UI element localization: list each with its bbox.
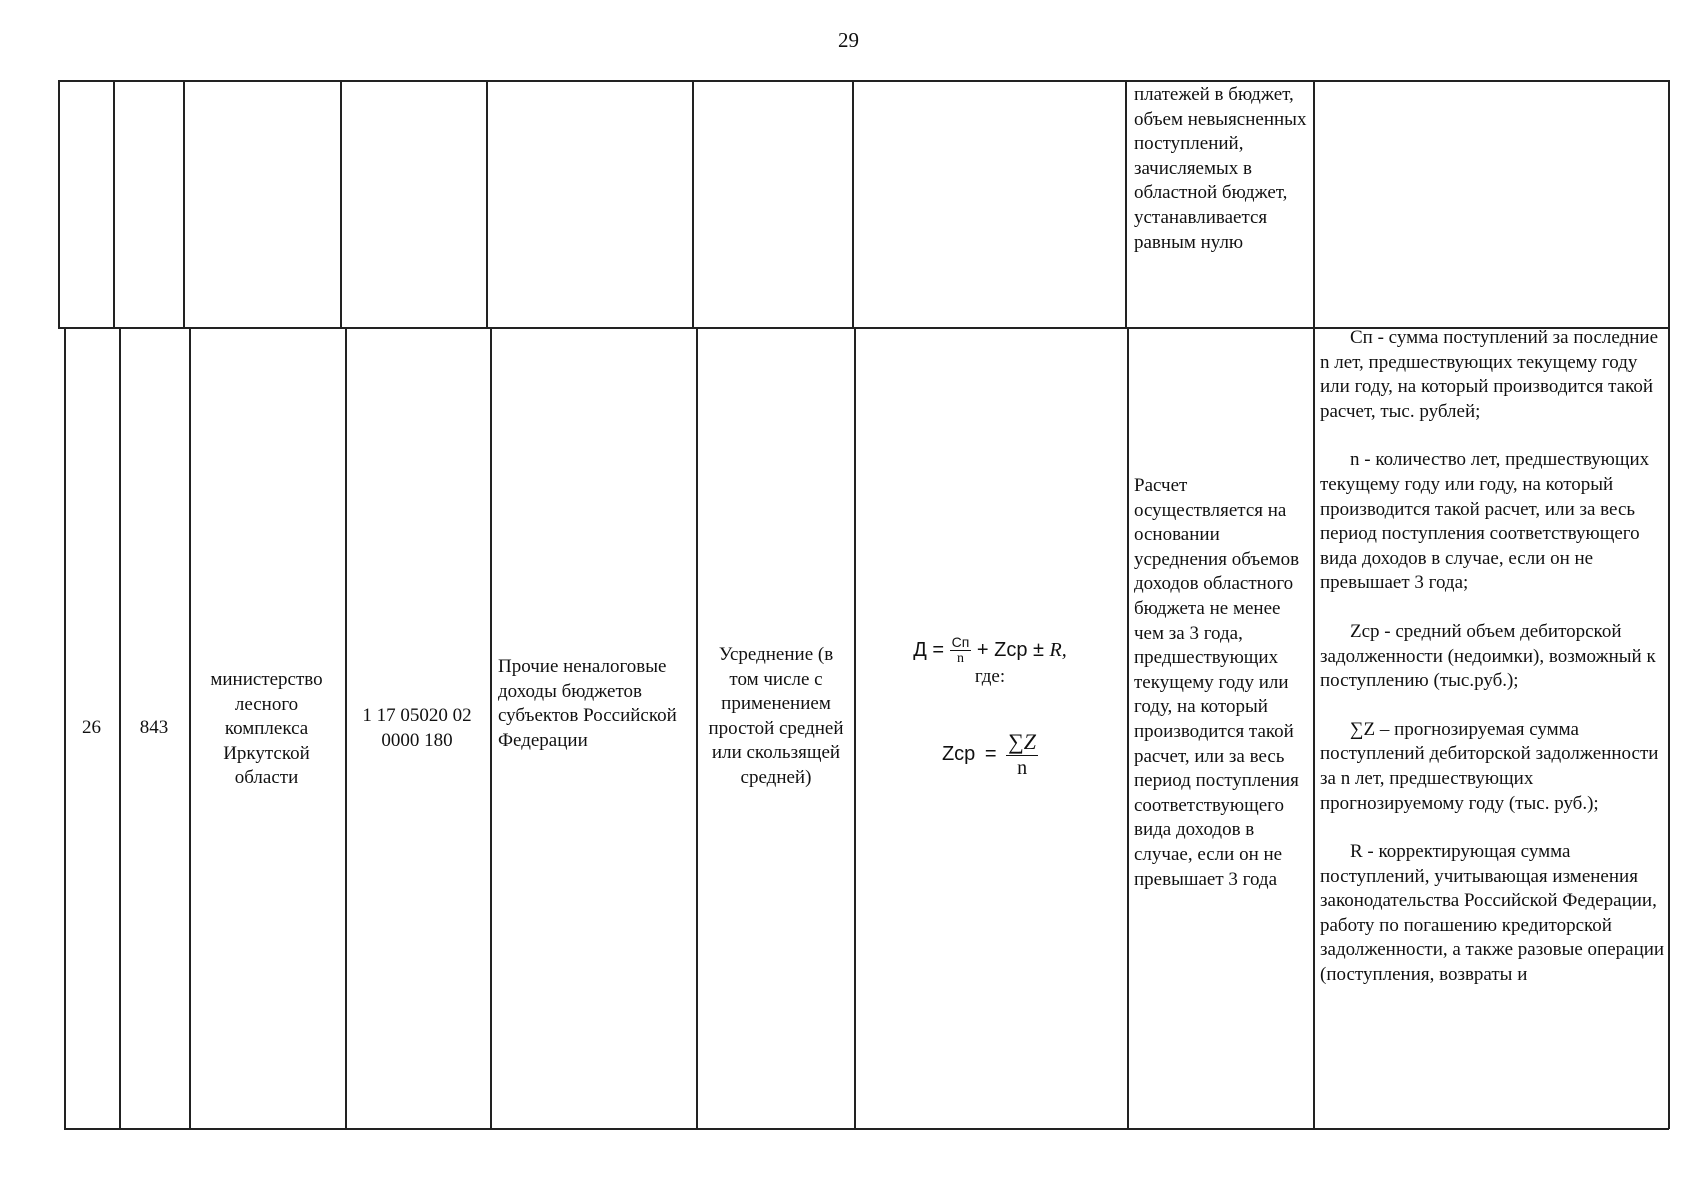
page-number: 29 — [838, 28, 859, 52]
formula-main — [856, 634, 1124, 667]
zcp-fraction — [1006, 729, 1038, 780]
administrator-cell — [195, 668, 338, 791]
admin-code: 843 — [139, 717, 169, 738]
col-border — [852, 80, 854, 328]
col-border — [1127, 327, 1129, 1129]
continued-basis-cell — [1134, 83, 1312, 255]
note-cp: Cп - сумма поступлений за последние n лет, предшествующих текущему году или году, на который производится такой расчет, тыс. рублей; — [1320, 327, 1659, 422]
kbk-cell — [352, 704, 482, 753]
zcp-fraction-num: ∑Z — [1008, 729, 1037, 755]
method-text: Усреднение (в том числе с применением простой средней или скользящей средней) — [708, 644, 844, 788]
col-border — [1668, 80, 1670, 1129]
formula-comma: , — [1061, 639, 1067, 661]
formula-lhs: Д = — [913, 639, 945, 661]
zcp-eq: = — [984, 743, 997, 765]
row-number: 26 — [82, 717, 101, 738]
col-border — [58, 80, 60, 328]
col-border — [345, 327, 347, 1129]
col-border — [340, 80, 342, 328]
col-border — [490, 327, 492, 1129]
kbk-code: 1 17 05020 02 0000 180 — [362, 705, 472, 751]
formula-fraction — [950, 634, 972, 667]
col-border — [1313, 80, 1315, 1129]
admin-code-cell — [119, 716, 189, 741]
income-name-cell — [498, 655, 690, 753]
method-cell — [704, 643, 848, 791]
table-bottom-border — [64, 1128, 1669, 1130]
formula-zcp — [856, 729, 1124, 780]
basis-cell — [1134, 474, 1312, 892]
note-n: n - количество лет, предшествующих текущему году или году, на который производится такой расчет, или за весь период поступления соответствующего вида доходов в случае, если он не превышает 3 года; — [1320, 449, 1650, 594]
formula-cell — [856, 634, 1124, 780]
zcp-fraction-den: n — [1017, 757, 1028, 780]
formula-where: где: — [974, 666, 1006, 688]
income-name: Прочие неналоговые доходы бюджетов субъектов Российской Федерации — [498, 656, 677, 751]
col-border — [113, 80, 115, 328]
note-zcp: Zср - средний объем дебиторской задолженности (недоимки), возможный к поступлению (тыс.руб.); — [1320, 620, 1656, 692]
col-border — [183, 80, 185, 328]
row-number-cell — [64, 716, 119, 741]
zcp-label: Zср — [941, 743, 976, 765]
formula-fraction-den: n — [956, 651, 964, 667]
notes-cell — [1320, 326, 1666, 988]
col-border — [486, 80, 488, 328]
basis-text: Расчет осуществляется на основании усреднения объемов доходов областного бюджета не менее чем за 3 года, предшествующих текущему году или году, на который производится такой расчет, или за весь период поступления соответствующего вида доходов в случае, если он не превышает 3 года — [1134, 475, 1300, 890]
note-r: R - корректирующая сумма поступлений, учитывающая изменения законодательства Российской Федерации, работу по погашению кредиторской задолженности, а также разовые операции (поступления, возвраты и — [1320, 841, 1665, 986]
col-border — [189, 327, 191, 1129]
formula-fraction-num: Cп — [951, 634, 970, 651]
formula-rest: + Zср ± — [976, 639, 1050, 661]
table-top-border — [58, 80, 1669, 82]
col-border — [692, 80, 694, 328]
note-sum-z: ∑Z – прогнозируемая сумма поступлений дебиторской задолженности за n лет, предшествующих прогнозируемому году (тыс. руб.); — [1320, 718, 1659, 814]
formula-r-symbol: R — [1049, 639, 1062, 661]
col-border — [696, 327, 698, 1129]
continued-basis-text: платежей в бюджет, объем невыясненных поступлений, зачисляемых в областной бюджет, устанавливается равным нулю — [1134, 84, 1307, 253]
administrator-name: министерство лесного комплекса Иркутской области — [210, 669, 323, 789]
col-border — [1125, 80, 1127, 328]
